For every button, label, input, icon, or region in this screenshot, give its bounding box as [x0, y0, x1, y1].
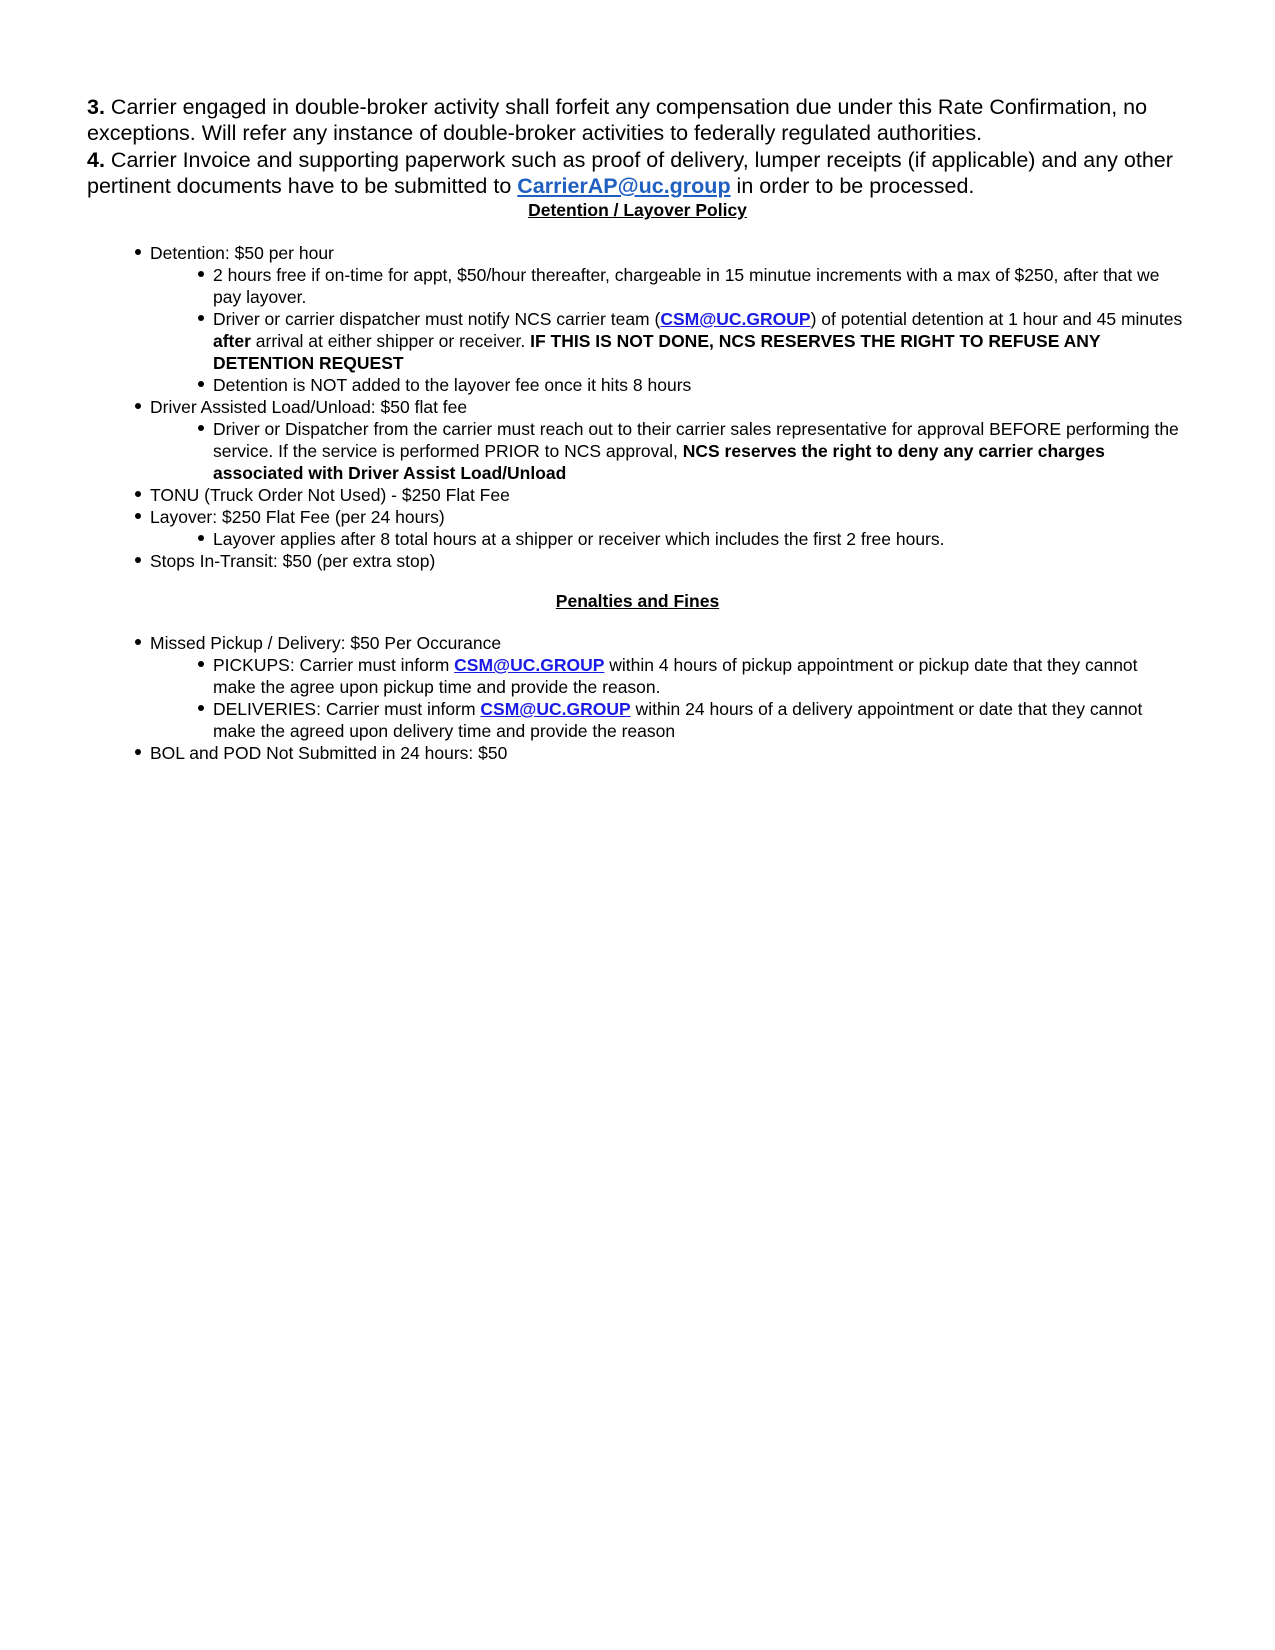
- tonu-fee: TONU (Truck Order Not Used) - $250 Flat Fee: [150, 485, 510, 505]
- bullet-icon: [198, 381, 204, 387]
- bullet-icon: [135, 639, 141, 645]
- list-item: [0, 374, 1183, 396]
- bullet-icon: [135, 513, 141, 519]
- detention-policy-heading: Detention / Layover Policy: [528, 200, 747, 220]
- list-item: [0, 264, 1183, 308]
- list-item: [0, 396, 1210, 418]
- stops-fee: Stops In-Transit: $50 (per extra stop): [150, 551, 436, 571]
- after-emphasis: after: [213, 331, 251, 351]
- bullet-icon: [135, 749, 141, 755]
- detention-policy-list: [0, 242, 1275, 572]
- list-item: [0, 742, 1210, 764]
- list-item: [0, 484, 1210, 506]
- missed-fee: Missed Pickup / Delivery: $50 Per Occurance: [150, 633, 502, 653]
- list-item: [0, 418, 1183, 484]
- clause-4: [87, 147, 1207, 199]
- bol-fee: BOL and POD Not Submitted in 24 hours: $50: [150, 743, 508, 763]
- bullet-icon: [198, 661, 204, 667]
- detention-warning: IF THIS IS NOT DONE, NCS RESERVES THE RIGHT TO REFUSE ANY DETENTION REQUEST: [213, 331, 1101, 373]
- notify-text-rest: arrival at either shipper or receiver.: [250, 331, 531, 351]
- carrier-ap-email-link[interactable]: CarrierAP@uc.group: [517, 174, 731, 198]
- bullet-icon: [135, 557, 141, 563]
- bullet-icon: [198, 705, 204, 711]
- free-hours-text: 2 hours free if on-time for appt, $50/hour thereafter, chargeable in 15 minutue increments with a max of $250, after that we pay layover.: [213, 265, 1160, 307]
- pickups-email-link[interactable]: CSM@UC.GROUP: [454, 655, 605, 675]
- bullet-icon: [135, 403, 141, 409]
- bullet-icon: [198, 271, 204, 277]
- bullet-icon: [198, 315, 204, 321]
- assisted-detail: Driver or Dispatcher from the carrier must reach out to their carrier sales representative for approval BEFORE performing the service. If the service is performed PRIOR to NCS approval,: [213, 419, 1179, 461]
- penalties-heading: Penalties and Fines: [555, 591, 720, 611]
- not-added-text: Detention is NOT added to the layover fee once it hits 8 hours: [213, 375, 692, 395]
- list-item: [0, 308, 1183, 374]
- clause-4-number: 4.: [87, 148, 105, 172]
- deliveries-email-link[interactable]: CSM@UC.GROUP: [480, 699, 631, 719]
- bullet-icon: [198, 535, 204, 541]
- list-item: [0, 654, 1183, 698]
- penalties-list: [0, 632, 1275, 764]
- clause-3: [87, 94, 1207, 146]
- assisted-warning: NCS reserves the right to deny any carrier charges associated with Driver Assist Load/Unload: [213, 441, 1105, 483]
- pickups-text: PICKUPS: Carrier must inform: [213, 655, 455, 675]
- notify-text-mid: ) of potential detention at 1 hour and 45 minutes: [810, 309, 1183, 329]
- clause-3-text: Carrier engaged in double-broker activity shall forfeit any compensation due under this Rate Confirmation, no exceptions. Will refer any instance of double-broker activities to federally regulated authorities.: [87, 95, 1148, 145]
- list-item: [0, 528, 1183, 550]
- detention-rate: Detention: $50 per hour: [150, 243, 334, 263]
- list-item: [0, 550, 1210, 572]
- list-item: [0, 632, 1210, 654]
- clause-3-number: 3.: [87, 95, 105, 119]
- list-item: [0, 506, 1210, 528]
- list-item: [0, 698, 1183, 742]
- layover-detail: Layover applies after 8 total hours at a shipper or receiver which includes the first 2 free hours.: [213, 529, 945, 549]
- notify-text: Driver or carrier dispatcher must notify NCS carrier team (: [213, 309, 661, 329]
- pickups-text-end: within 4 hours of pickup appointment or pickup date that they cannot make the agree upon pickup time and provide the reason.: [213, 655, 1138, 697]
- bullet-icon: [198, 425, 204, 431]
- csm-email-link[interactable]: CSM@UC.GROUP: [660, 309, 811, 329]
- layover-fee: Layover: $250 Flat Fee (per 24 hours): [150, 507, 445, 527]
- assisted-fee: Driver Assisted Load/Unload: $50 flat fee: [150, 397, 468, 417]
- clause-4-text-end: in order to be processed.: [730, 174, 975, 198]
- deliveries-text: DELIVERIES: Carrier must inform: [213, 699, 481, 719]
- deliveries-text-end: within 24 hours of a delivery appointment or date that they cannot make the agreed upon delivery time and provide the reason: [213, 699, 1143, 741]
- clause-4-text: Carrier Invoice and supporting paperwork such as proof of delivery, lumper receipts (if applicable) and any other pertinent documents have to be submitted to: [87, 148, 1173, 198]
- list-item: [0, 242, 1210, 264]
- bullet-icon: [135, 491, 141, 497]
- bullet-icon: [135, 249, 141, 255]
